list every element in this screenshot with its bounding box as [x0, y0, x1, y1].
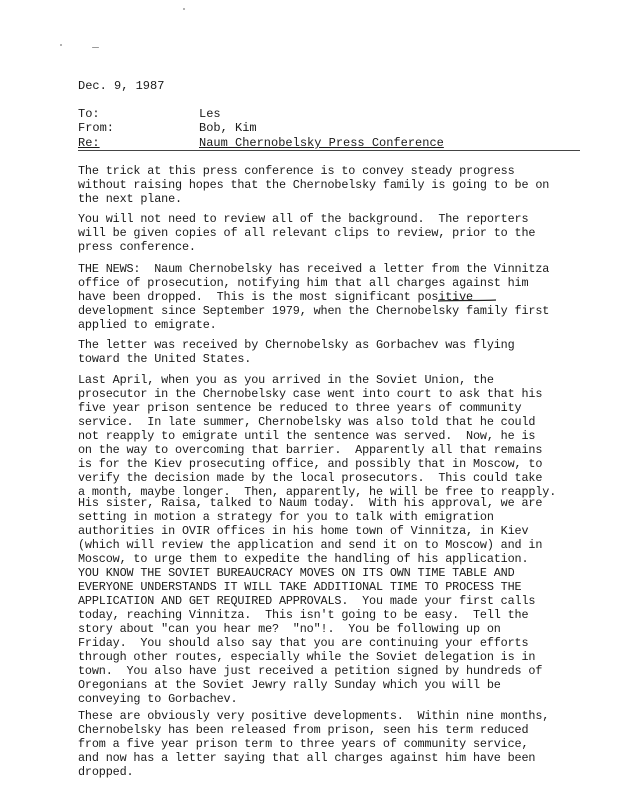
scan-speck — [183, 8, 185, 10]
paragraph-intro: The trick at this press conference is to convey steady progress without raising hopes that the Chernobelsky family is going to be on the next plane. — [78, 164, 550, 206]
paragraph-the-news: THE NEWS: Naum Chernobelsky has received a letter from the Vinnitza office of prosecution, notifying him that all charges against him have been dropped. This is the most significant positive development since September 1979, when the Chernobelsky family first applied to emigrate. — [78, 262, 550, 332]
paragraph-letter: The letter was received by Chernobelsky as Gorbachev was flying toward the United States. — [78, 338, 515, 366]
paragraph-last-april: Last April, when you as you arrived in the Soviet Union, the prosecutor in the Chernobelsky case went into court to ask that his five year prison sentence be reduced to three years of community service. In late summer, Chernobelsky was also told that he could not reapply to emigrate until the sentence was served. Now, he is on the way to overcoming that barrier. Apparently all that remains is for the Kiev prosecuting office, and possibly that in Moscow, to verify the decision made by the local prosecutors. This could take a month, maybe longer. Then, apparently, he will be free to reapply. — [78, 373, 557, 499]
from-label: From: — [78, 121, 115, 135]
paragraph-sister: His sister, Raisa, talked to Naum today. With his approval, we are setting in motion a strategy for you to talk with emigration authorities in OVIR offices in his home town of Vinnitza, in Kiev (which will review the application and send it on to Moscow) and in Moscow, to urge them to expedite the handling of his application. YOU KNOW THE SOVIET BUREAUCRACY MOVES ON ITS OWN TIME TABLE AND EVERYONE UNDERSTANDS IT WILL TAKE ADDITIONAL TIME TO PROCESS THE APPLICATION AND GET REQUIRED APPROVALS. You made your first calls today, reaching Vinnitza. This isn't going to be easy. Tell the story about "can you hear me? "no"!. You be following up on Friday. You should also say that you are continuing your efforts through other routes, especially while the Soviet delegation is in town. You also have just received a petition signed by hundreds of Oregonians at the Soviet Jewry rally Sunday which you will be conveying to Gorbachev. — [78, 496, 543, 706]
from-value: Bob, Kim — [199, 121, 257, 135]
to-label: To: — [78, 107, 100, 121]
to-value: Les — [199, 107, 221, 121]
scan-speck — [60, 44, 62, 46]
paragraph-background: You will not need to review all of the background. The reporters will be given copies of all relevant clips to review, prior to the press conference. — [78, 212, 536, 254]
paragraph-conclusion: These are obviously very positive developments. Within nine months, Chernobelsky has been released from prison, seen his term reduced from a five year prison term to three years of community service, and now has a letter saying that all charges against him have been dropped. — [78, 709, 550, 779]
re-label: Re: — [78, 136, 100, 150]
memo-date: Dec. 9, 1987 — [78, 79, 165, 93]
re-subject: Naum Chernobelsky Press Conference — [199, 136, 444, 150]
scan-speck — [92, 47, 99, 48]
subject-rule — [78, 150, 580, 151]
